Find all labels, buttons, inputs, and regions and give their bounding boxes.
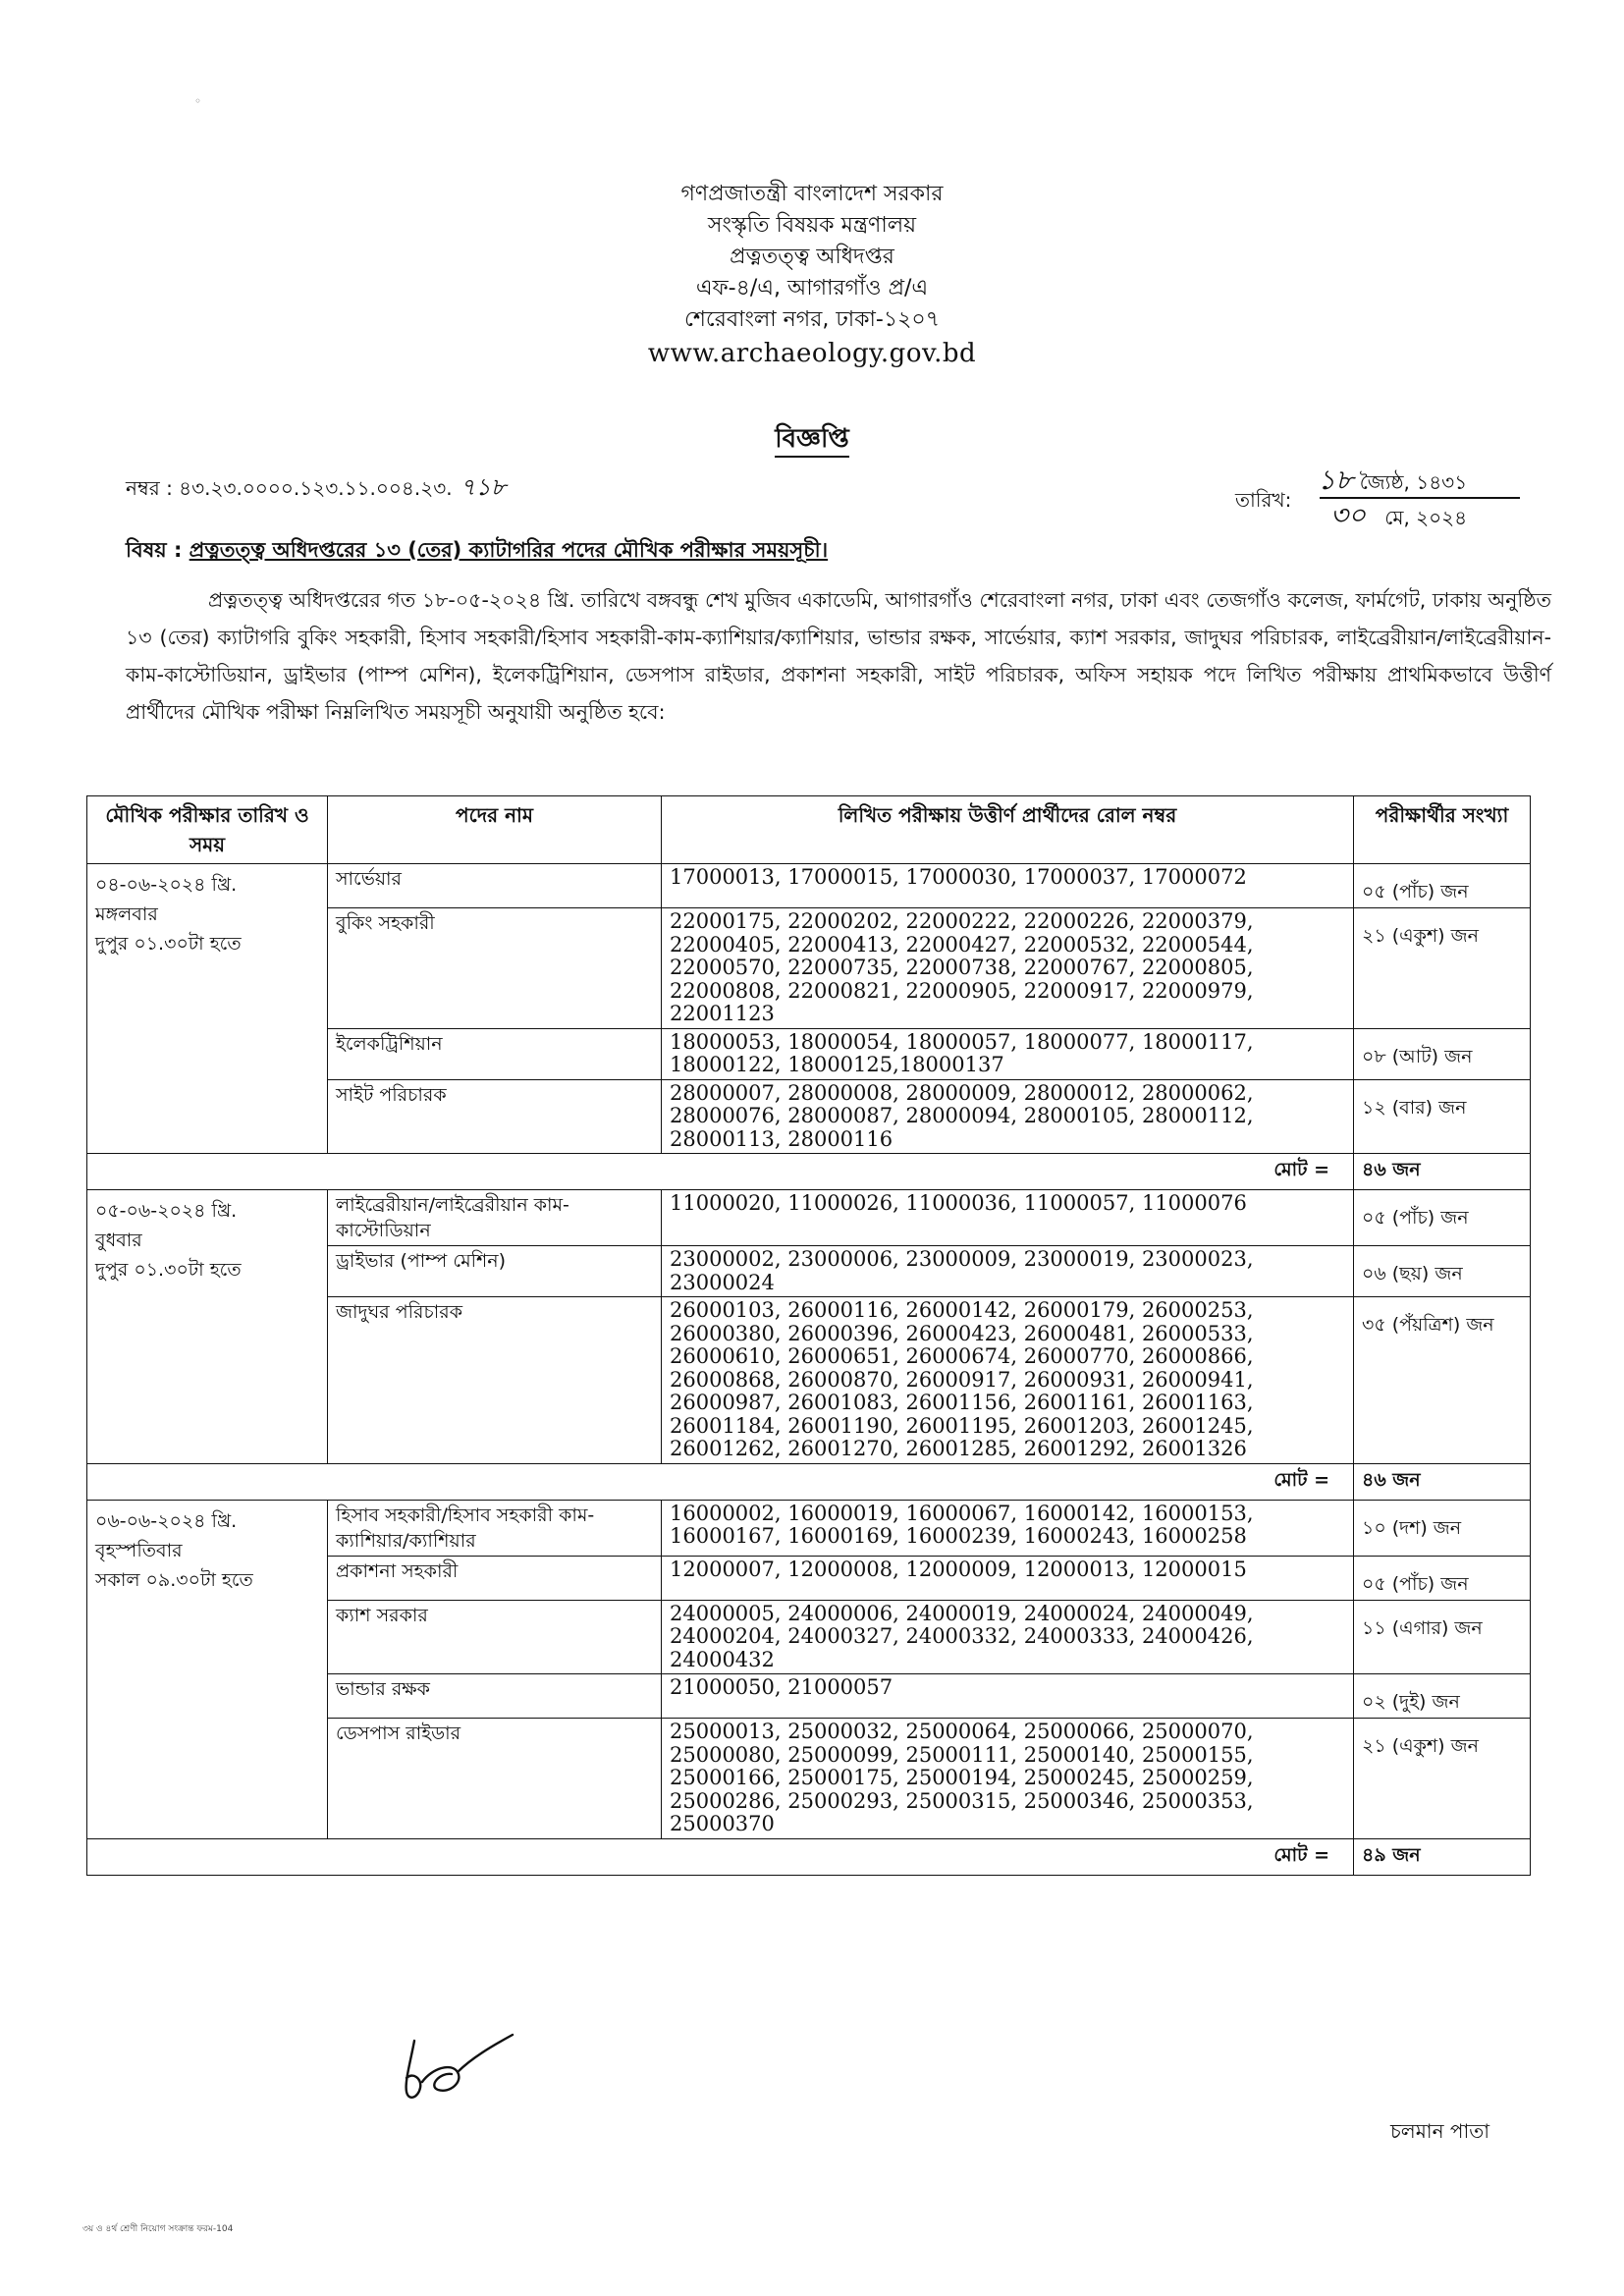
schedule-day: বুধবার bbox=[95, 1230, 142, 1251]
schedule-time: সকাল ০৯.৩০টা হতে bbox=[95, 1568, 253, 1591]
date-label: তারিখ: bbox=[1235, 488, 1292, 512]
schedule-day: বৃহস্পতিবার bbox=[95, 1539, 183, 1561]
letterhead-line5: শেরেবাংলা নগর, ঢাকা-১২০৭ bbox=[683, 307, 941, 332]
total-label: মোট = bbox=[662, 1463, 1354, 1500]
table-header-row bbox=[87, 796, 1531, 864]
notice-title: বিজ্ঞপ্তি bbox=[0, 418, 1624, 462]
post-cell: বুকিং সহকারী bbox=[328, 908, 662, 1029]
post-cell: প্রকাশনা সহকারী bbox=[328, 1556, 662, 1600]
rolls-cell: 17000013, 17000015, 17000030, 17000037, 17000072 bbox=[662, 864, 1354, 908]
header-post: পদের নাম bbox=[328, 796, 662, 864]
rolls-cell: 11000020, 11000026, 11000036, 11000057, 11000076 bbox=[662, 1190, 1354, 1246]
total-row bbox=[87, 1154, 1531, 1190]
rolls-cell: 21000050, 21000057 bbox=[662, 1674, 1354, 1719]
rolls-cell: 16000002, 16000019, 16000067, 16000142, 16000153, 16000167, 16000169, 16000239, 16000243, 16000258 bbox=[662, 1500, 1354, 1556]
post-cell: ক্যাশ সরকার bbox=[328, 1600, 662, 1674]
count-cell: ৩৫ (পঁয়ত্রিশ) জন bbox=[1354, 1297, 1531, 1464]
schedule-cell bbox=[87, 864, 328, 1154]
post-cell: হিসাব সহকারী/হিসাব সহকারী কাম-ক্যাশিয়ার/ক্যাশিয়ার bbox=[328, 1500, 662, 1556]
total-spacer bbox=[87, 1838, 662, 1875]
post-cell: সাইট পরিচারক bbox=[328, 1079, 662, 1154]
total-row bbox=[87, 1838, 1531, 1875]
schedule-date: ০৪-০৬-২০২৪ খ্রি. bbox=[95, 874, 238, 896]
schedule-date: ০৬-০৬-২০২৪ খ্রি. bbox=[95, 1509, 238, 1532]
letterhead-line2: সংস্কৃতি বিষয়ক মন্ত্রণালয় bbox=[707, 213, 917, 238]
rolls-cell: 28000007, 28000008, 28000009, 28000012, 28000062, 28000076, 28000087, 28000094, 28000105, 28000112, 28000113, 28000116 bbox=[662, 1079, 1354, 1154]
subject-text: প্রত্নতত্ত্ব অধিদপ্তরের ১৩ (তের) ক্যাটাগরির পদের মৌখিক পরীক্ষার সময়সূচী। bbox=[189, 538, 829, 562]
website-link[interactable]: www.archaeology.gov.bd bbox=[647, 339, 977, 368]
letterhead-line1: গণপ্রজাতন্ত্রী বাংলাদেশ সরকার bbox=[680, 182, 944, 206]
letterhead-line4: এফ-৪/এ, আগারগাঁও প্র/এ bbox=[695, 276, 929, 301]
letterhead bbox=[0, 179, 1624, 371]
notice-body: প্রত্নতত্ত্ব অধিদপ্তরের গত ১৮-০৫-২০২৪ খ্রি. তারিখে বঙ্গবন্ধু শেখ মুজিব একাডেমি, আগারগাঁও শেরেবাংলা নগর, ঢাকা এবং তেজগাঁও কলেজ, ফার্মগেট, ঢাকায় অনুষ্ঠিত ১৩ (তের) ক্যাটাগরি বুকিং সহকারী, হিসাব সহকারী/হিসাব সহকারী-কাম-ক্যাশিয়ার/ক্যাশিয়ার, ভান্ডার রক্ষক, সার্ভেয়ার, ক্যাশ সরকার, জাদুঘর পরিচারক, লাইব্রেরীয়ান/লাইব্রেরীয়ান-কাম-কাস্টোডিয়ান, ড্রাইভার (পাম্প মেশিন), ইলেকট্রিশিয়ান, ডেসপাস রাইডার, প্রকাশনা সহকারী, সাইট পরিচারক, অফিস সহায়ক পদে লিখিত পরীক্ষায় প্রাথমিকভাবে উত্তীর্ণ প্রার্থীদের মৌখিক পরীক্ষা নিম্নলিখিত সময়সূচী অনুযায়ী অনুষ্ঠিত হবে: bbox=[126, 588, 1552, 724]
post-cell: ভান্ডার রক্ষক bbox=[328, 1674, 662, 1719]
post-cell: সার্ভেয়ার bbox=[328, 864, 662, 908]
post-cell: ইলেকট্রিশিয়ান bbox=[328, 1028, 662, 1079]
count-cell: ০২ (দুই) জন bbox=[1354, 1674, 1531, 1719]
count-cell: ২১ (একুশ) জন bbox=[1354, 1719, 1531, 1839]
count-cell: ০৫ (পাঁচ) জন bbox=[1354, 864, 1531, 908]
rolls-cell: 25000013, 25000032, 25000064, 25000066, 25000070, 25000080, 25000099, 25000111, 25000140, 25000155, 25000166, 25000175, 25000194, 25000245, 25000259, 25000286, 25000293, 25000315, 25000346, 25000353, 25000370 bbox=[662, 1719, 1354, 1839]
total-spacer bbox=[87, 1463, 662, 1500]
subject-line bbox=[126, 534, 828, 569]
rolls-cell: 23000002, 23000006, 23000009, 23000019, 23000023, 23000024 bbox=[662, 1246, 1354, 1297]
total-label: মোট = bbox=[662, 1154, 1354, 1190]
post-cell: ড্রাইভার (পাম্প মেশিন) bbox=[328, 1246, 662, 1297]
letterhead-line3: প্রত্নতত্ত্ব অধিদপ্তর bbox=[730, 245, 894, 269]
count-cell: ১০ (দশ) জন bbox=[1354, 1500, 1531, 1556]
count-cell: ০৬ (ছয়) জন bbox=[1354, 1246, 1531, 1297]
count-cell: ০৮ (আট) জন bbox=[1354, 1028, 1531, 1079]
schedule-time: দুপুর ০১.৩০টা হতে bbox=[95, 1259, 242, 1281]
header-rolls: লিখিত পরীক্ষায় উত্তীর্ণ প্রার্থীদের রোল নম্বর bbox=[662, 796, 1354, 864]
total-value: ৪৯ জন bbox=[1354, 1838, 1531, 1875]
rolls-cell: 18000053, 18000054, 18000057, 18000077, 18000117, 18000122, 18000125,18000137 bbox=[662, 1028, 1354, 1079]
schedule-time: দুপুর ০১.৩০টা হতে bbox=[95, 933, 242, 955]
date-block bbox=[1318, 464, 1528, 532]
header-count: পরীক্ষার্থীর সংখ্যা bbox=[1354, 796, 1531, 864]
date-bangla-day: ১৮ bbox=[1318, 464, 1354, 496]
count-cell: ১১ (এগার) জন bbox=[1354, 1600, 1531, 1674]
schedule-day: মঙ্গলবার bbox=[95, 903, 158, 925]
rolls-cell: 24000005, 24000006, 24000019, 24000024, 24000049, 24000204, 24000327, 24000332, 24000333, 24000426, 24000432 bbox=[662, 1600, 1354, 1674]
rolls-cell: 26000103, 26000116, 26000142, 26000179, 26000253, 26000380, 26000396, 26000423, 26000481, 26000533, 26000610, 26000651, 26000674, 26000770, 26000866, 26000868, 26000870, 26000917, 26000931, 26000941, 26000987, 26001083, 26001156, 26001161, 26001163, 26001184, 26001190, 26001195, 26001203, 26001245, 26001262, 26001270, 26001285, 26001292, 26001326 bbox=[662, 1297, 1354, 1464]
date-bangla-month-year: জ্যৈষ্ঠ, ১৪৩১ bbox=[1359, 470, 1468, 494]
rolls-cell: 12000007, 12000008, 12000009, 12000013, 12000015 bbox=[662, 1556, 1354, 1600]
signature-mark bbox=[393, 2033, 520, 2111]
continued-page-note: চলমান পাতা bbox=[1390, 2119, 1490, 2143]
table-row bbox=[87, 1190, 1531, 1246]
table-row bbox=[87, 1500, 1531, 1556]
schedule-cell bbox=[87, 1500, 328, 1838]
count-cell: ০৫ (পাঁচ) জন bbox=[1354, 1190, 1531, 1246]
total-row bbox=[87, 1463, 1531, 1500]
count-cell: ২১ (একুশ) জন bbox=[1354, 908, 1531, 1029]
total-label: মোট = bbox=[662, 1838, 1354, 1875]
signature bbox=[393, 2033, 520, 2115]
schedule-table bbox=[86, 795, 1531, 1876]
date-greg-day: ৩০ bbox=[1329, 499, 1367, 531]
header-schedule: মৌখিক পরীক্ষার তারিখ ও সময় bbox=[87, 796, 328, 864]
subject-label: বিষয় : bbox=[126, 538, 183, 562]
rolls-cell: 22000175, 22000202, 22000222, 22000226, 22000379, 22000405, 22000413, 22000427, 22000532, 22000544, 22000570, 22000735, 22000738, 22000767, 22000805, 22000808, 22000821, 22000905, 22000917, 22000979, 22001123 bbox=[662, 908, 1354, 1029]
date-greg-month-year: মে, ২০২৪ bbox=[1384, 506, 1468, 529]
post-cell: লাইব্রেরীয়ান/লাইব্রেরীয়ান কাম-কাস্টোডিয়ান bbox=[328, 1190, 662, 1246]
form-code: ৩য় ও ৪র্থ শ্রেণী নিয়োগ সংক্রান্ত ফরম-104 bbox=[82, 2224, 234, 2234]
total-spacer bbox=[87, 1154, 662, 1190]
post-cell: ডেসপাস রাইডার bbox=[328, 1719, 662, 1839]
total-value: ৪৬ জন bbox=[1354, 1463, 1531, 1500]
count-cell: ০৫ (পাঁচ) জন bbox=[1354, 1556, 1531, 1600]
total-value: ৪৬ জন bbox=[1354, 1154, 1531, 1190]
table-row bbox=[87, 864, 1531, 908]
memo-handwritten: ৭১৮ bbox=[460, 473, 507, 501]
count-cell: ১২ (বার) জন bbox=[1354, 1079, 1531, 1154]
scan-mark: ◦ bbox=[194, 94, 202, 108]
schedule-cell bbox=[87, 1190, 328, 1464]
post-cell: জাদুঘর পরিচারক bbox=[328, 1297, 662, 1464]
memo-number: নম্বর : ৪৩.২৩.০০০০.১২৩.১১.০০৪.২৩. ৭১৮ bbox=[126, 473, 507, 501]
schedule-date: ০৫-০৬-২০২৪ খ্রি. bbox=[95, 1200, 238, 1222]
